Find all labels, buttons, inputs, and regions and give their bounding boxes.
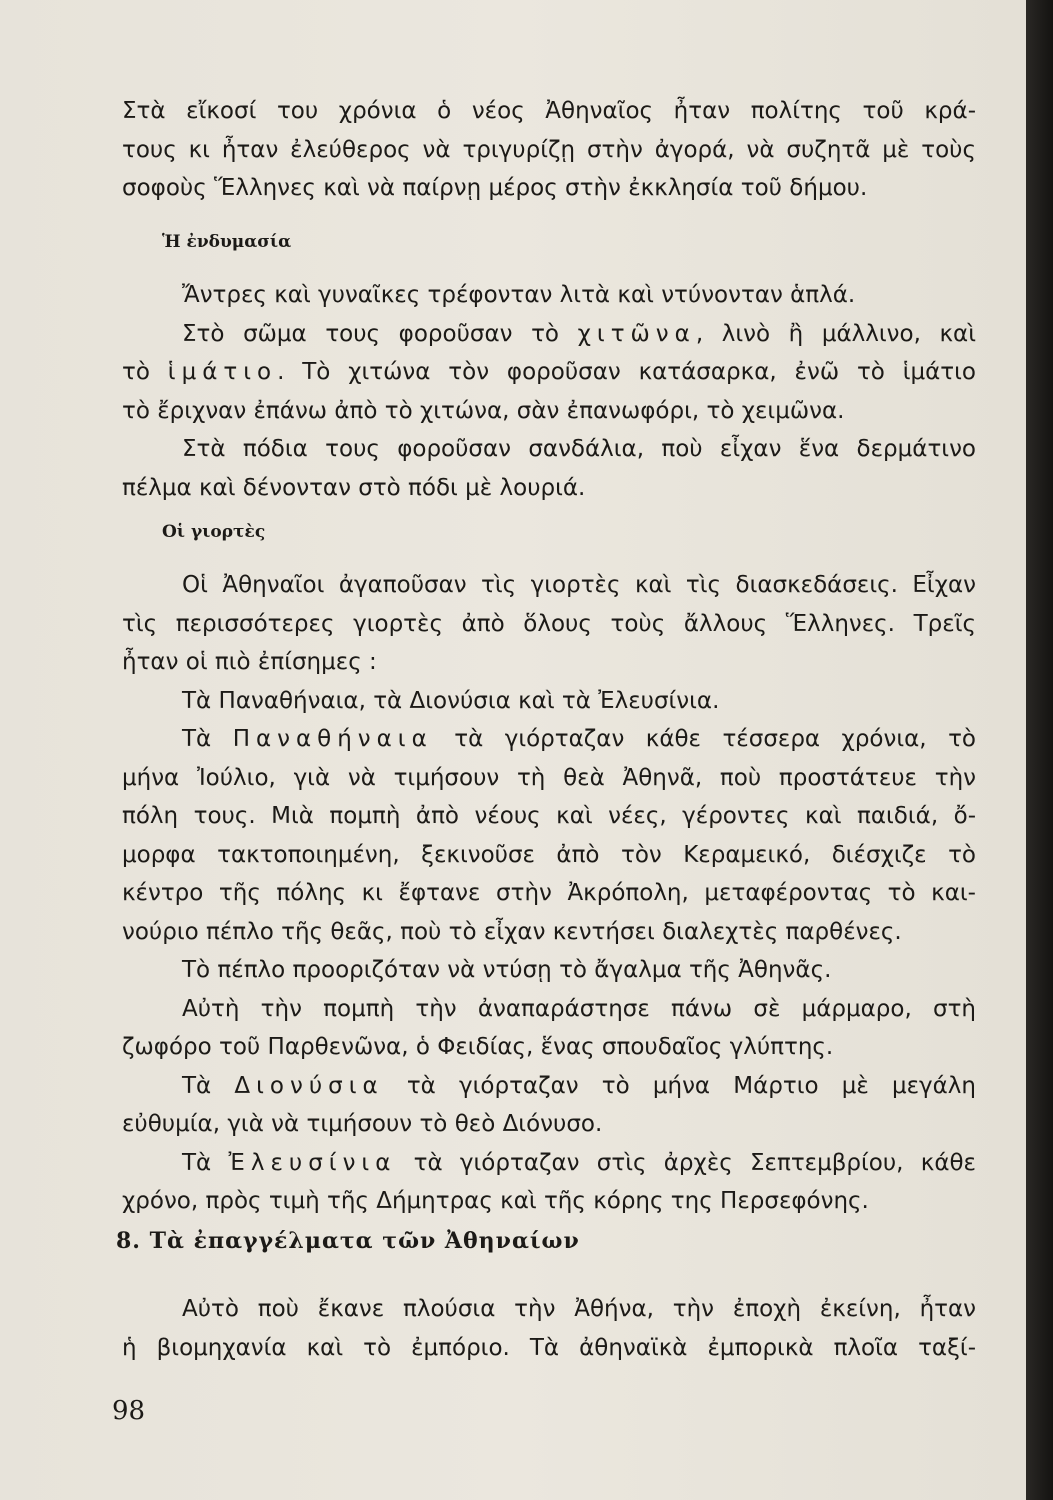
text-fragment: τὰ γιόρταζαν στὶς ἀρχὲς Σεπτεμβρίου, κάθε	[396, 1149, 976, 1176]
text-fragment: , λινὸ ἢ μάλλινο, καὶ	[695, 320, 977, 347]
text-line: νούριο πέπλο τῆς θεᾶς, ποὺ τὸ εἶχαν κεντήσει διαλεχτὲς παρθένες.	[122, 918, 902, 945]
spaced-term-eleusinia: Ἐλευσίνια	[228, 1149, 397, 1176]
text-line: σοφοὺς Ἕλληνες καὶ νὰ παίρνῃ μέρος στὴν ἐκκλησία τοῦ δήμου.	[122, 175, 868, 201]
text-fragment: Στὸ σῶμα τους φοροῦσαν τὸ	[182, 320, 578, 347]
text-line: Αὐτὴ τὴν πομπὴ τὴν ἀναπαράστησε πάνω σὲ μάρμαρο, στὴ	[182, 995, 976, 1022]
text-line: ζωφόρο τοῦ Παρθενῶνα, ὁ Φειδίας, ἕνας σπουδαῖος γλύπτης.	[122, 1034, 834, 1060]
section-heading-clothing: Ἡ ἐνδυμασία	[162, 232, 292, 252]
text-line	[122, 1144, 976, 1183]
text-line: πόλη τους. Μιὰ πομπὴ ἀπὸ νέους καὶ νέες, γέροντες καὶ παιδιά, ὄ-	[122, 803, 976, 829]
text-fragment: τὰ γιόρταζαν τὸ μήνα Μάρτιο μὲ μεγάλη	[383, 1072, 976, 1099]
text-fragment: τὰ γιόρταζαν κάθε τέσσερα χρόνια, τὸ	[432, 726, 976, 752]
page-number: 98	[112, 1396, 146, 1426]
clothing-section	[122, 276, 976, 507]
text-line	[122, 353, 976, 392]
text-line: τὸ ἔριχναν ἐπάνω ἀπὸ τὸ χιτώνα, σὰν ἐπανωφόρι, τὸ χειμῶνα.	[122, 397, 845, 424]
text-line: χρόνο, πρὸς τιμὴ τῆς Δήμητρας καὶ τῆς κόρης της Περσεφόνης.	[122, 1188, 869, 1214]
book-spine-shadow	[1026, 0, 1053, 1500]
text-line: πέλμα καὶ δένονταν στὸ πόδι μὲ λουριά.	[122, 474, 586, 501]
spaced-term-panathenaia: Παναθήναια	[232, 726, 433, 752]
spaced-term-chiton: χιτῶνα	[577, 320, 696, 347]
intro-paragraph	[122, 92, 976, 208]
festivals-section	[122, 566, 976, 1221]
text-fragment: . Τὸ χιτώνα τὸν φοροῦσαν κατάσαρκα, ἐνῶ τὸ ἱμάτιο	[277, 359, 977, 385]
spaced-term-dionysia: Διονύσια	[234, 1072, 384, 1099]
chapter-heading-professions: 8. Τὰ ἐπαγγέλματα τῶν Ἀθηναίων	[116, 1228, 580, 1254]
text-line: Οἱ Ἀθηναῖοι ἀγαποῦσαν τὶς γιορτὲς καὶ τὶς διασκεδάσεις. Εἶχαν	[182, 572, 976, 598]
text-line: εὐθυμία, γιὰ νὰ τιμήσουν τὸ θεὸ Διόνυσο.	[122, 1111, 603, 1137]
text-line: ἦταν οἱ πιὸ ἐπίσημες :	[122, 649, 377, 675]
text-line: Ἄντρες καὶ γυναῖκες τρέφονταν λιτὰ καὶ ντύνονταν ἁπλά.	[182, 282, 856, 308]
text-line: Τὰ Παναθήναια, τὰ Διονύσια καὶ τὰ Ἐλευσίνια.	[182, 687, 720, 714]
text-line: τους κι ἦταν ἐλεύθερος νὰ τριγυρίζῃ στὴν ἀγορά, νὰ συζητᾶ μὲ τοὺς	[122, 136, 976, 163]
text-line: Τὸ πέπλο προοριζόταν νὰ ντύσῃ τὸ ἄγαλμα τῆς Ἀθηνᾶς.	[182, 957, 832, 983]
text-line: μήνα Ἰούλιο, γιὰ νὰ τιμήσουν τὴ θεὰ Ἀθηνᾶ, ποὺ προστάτευε τὴν	[122, 764, 976, 791]
text-line: Στὰ πόδια τους φοροῦσαν σανδάλια, ποὺ εἶχαν ἕνα δερμάτινο	[182, 436, 976, 462]
text-line	[122, 315, 976, 354]
text-line: τὶς περισσότερες γιορτὲς ἀπὸ ὅλους τοὺς ἄλλους Ἕλληνες. Τρεῖς	[122, 610, 976, 637]
text-line	[122, 720, 976, 759]
text-line: Αὐτὸ ποὺ ἔκανε πλούσια τὴν Ἀθήνα, τὴν ἐποχὴ ἐκείνη, ἦταν	[182, 1296, 976, 1322]
spaced-term-himation: ἱμάτιο	[167, 359, 278, 385]
text-line: ἡ βιομηχανία καὶ τὸ ἐμπόριο. Τὰ ἀθηναϊκὰ ἐμπορικὰ πλοῖα ταξί-	[122, 1334, 976, 1361]
text-fragment: Τὰ	[182, 1149, 229, 1176]
professions-section	[122, 1290, 976, 1367]
text-fragment: τὸ	[122, 359, 168, 385]
text-line: μορφα τακτοποιημένη, ξεκινοῦσε ἀπὸ τὸν Κεραμεικό, διέσχιζε τὸ	[122, 841, 976, 868]
text-fragment: Τὰ	[182, 1072, 235, 1099]
text-line	[122, 1067, 976, 1106]
text-line: Στὰ εἴκοσί του χρόνια ὁ νέος Ἀθηναῖος ἦταν πολίτης τοῦ κρά-	[122, 98, 976, 124]
text-fragment: Τὰ	[182, 726, 233, 752]
section-heading-festivals: Οἱ γιορτὲς	[162, 522, 266, 542]
text-line: κέντρο τῆς πόλης κι ἔφτανε στὴν Ἀκρόπολη, μεταφέροντας τὸ και-	[122, 880, 976, 906]
